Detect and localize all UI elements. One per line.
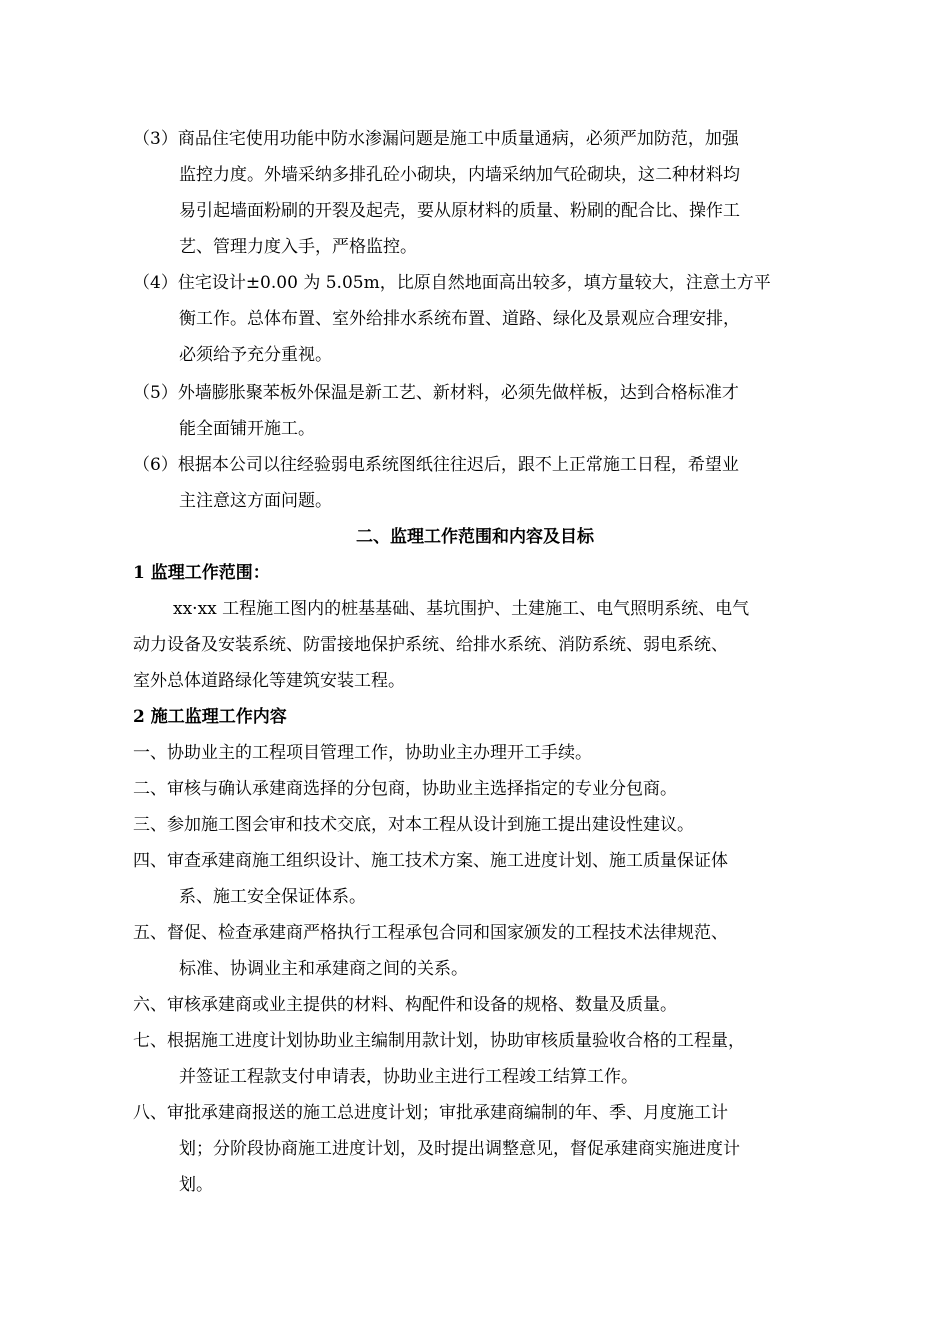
text-line: （3）商品住宅使用功能中防水渗漏问题是施工中质量通病，必须严加防范，加强 <box>133 129 739 149</box>
text-line: 能全面铺开施工。 <box>179 419 315 439</box>
list-item <box>133 375 739 447</box>
list-item <box>133 121 740 265</box>
list-item <box>133 447 739 519</box>
text-line: 室外总体道路绿化等建筑安装工程。 <box>133 671 405 691</box>
text-line: 动力设备及安装系统、防雷接地保护系统、给排水系统、消防系统、弱电系统、 <box>133 635 728 655</box>
text-line: （5）外墙膨胀聚苯板外保温是新工艺、新材料，必须先做样板，达到合格标准才 <box>133 383 739 403</box>
text-line: 四、审查承建商施工组织设计、施工技术方案、施工进度计划、施工质量保证体 <box>133 851 728 871</box>
text-line: （6）根据本公司以往经验弱电系统图纸往往迟后，跟不上正常施工日程，希望业 <box>133 455 739 475</box>
text-line: 艺、管理力度入手，严格监控。 <box>179 237 417 257</box>
list-item <box>133 735 592 771</box>
text-line: 易引起墙面粉刷的开裂及起壳，要从原材料的质量、粉刷的配合比、操作工 <box>179 201 740 221</box>
text-line: 六、审核承建商或业主提供的材料、构配件和设备的规格、数量及质量。 <box>133 995 677 1015</box>
text-line: 系、施工安全保证体系。 <box>179 887 366 907</box>
list-item <box>133 1023 745 1095</box>
list-item <box>133 843 728 915</box>
list-item <box>133 987 677 1023</box>
text-line: 二、审核与确认承建商选择的分包商，协助业主选择指定的专业分包商。 <box>133 779 677 799</box>
subsection-heading <box>133 555 270 591</box>
subsection-heading-text: 2 施工监理工作内容 <box>133 707 287 727</box>
section-title-text: 二、监理工作范围和内容及目标 <box>356 527 594 547</box>
text-line: 监控力度。外墙采纳多排孔砼小砌块，内墙采纳加气砼砌块，这二种材料均 <box>179 165 740 185</box>
text-line: 标准、协调业主和承建商之间的关系。 <box>179 959 468 979</box>
text-line: 七、根据施工进度计划协助业主编制用款计划，协助审核质量验收合格的工程量， <box>133 1031 745 1051</box>
text-line: 衡工作。总体布置、室外给排水系统布置、道路、绿化及景观应合理安排， <box>179 309 740 329</box>
subsection-heading-text: 1 监理工作范围： <box>133 563 270 583</box>
text-line: 并签证工程款支付申请表，协助业主进行工程竣工结算工作。 <box>179 1067 638 1087</box>
subsection-heading <box>133 699 287 735</box>
list-item <box>133 807 694 843</box>
text-line: 三、参加施工图会审和技术交底，对本工程从设计到施工提出建设性建议。 <box>133 815 694 835</box>
list-item <box>133 1095 740 1203</box>
text-line: 主注意这方面问题。 <box>179 491 332 511</box>
scope-paragraph <box>133 591 749 699</box>
text-line: xx·xx 工程施工图内的桩基基础、基坑围护、土建施工、电气照明系统、电气 <box>173 599 750 619</box>
section-title <box>0 519 950 555</box>
list-item <box>133 265 771 373</box>
text-line: 五、督促、检查承建商严格执行工程承包合同和国家颁发的工程技术法律规范、 <box>133 923 728 943</box>
text-line: 一、协助业主的工程项目管理工作，协助业主办理开工手续。 <box>133 743 592 763</box>
text-line: 必须给予充分重视。 <box>179 345 332 365</box>
text-line: 划。 <box>179 1175 213 1195</box>
list-item <box>133 915 728 987</box>
text-line: 八、审批承建商报送的施工总进度计划；审批承建商编制的年、季、月度施工计 <box>133 1103 728 1123</box>
text-line: 划；分阶段协商施工进度计划，及时提出调整意见，督促承建商实施进度计 <box>179 1139 740 1159</box>
text-line: （4）住宅设计±0.00 为 5.05m，比原自然地面高出较多，填方量较大，注意土方平 <box>133 273 771 293</box>
list-item <box>133 771 677 807</box>
